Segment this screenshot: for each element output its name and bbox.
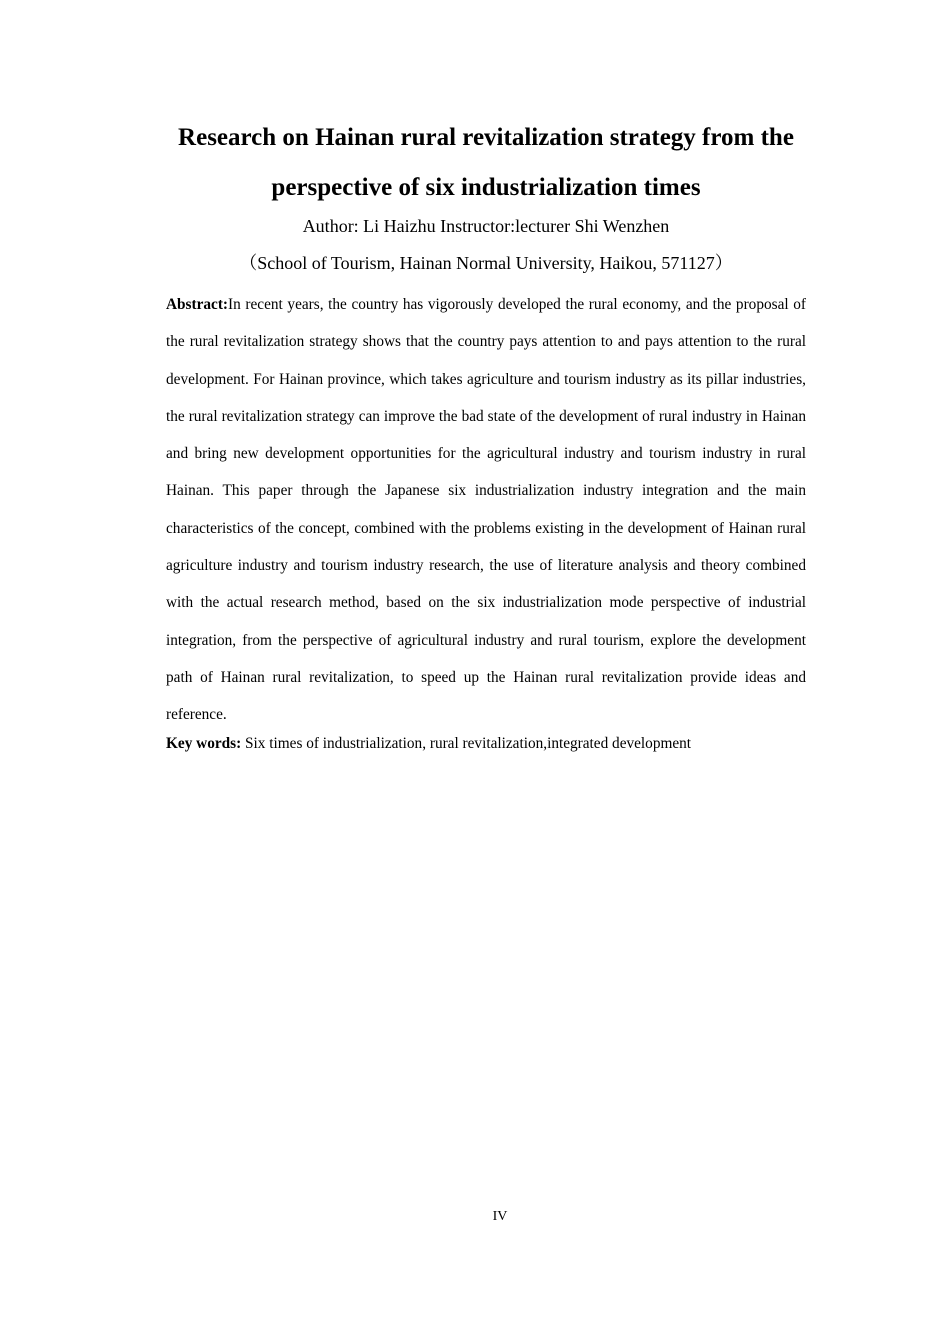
keywords-line	[166, 732, 806, 756]
paper-title-line-2: perspective of six industrialization times	[271, 174, 701, 201]
keywords-text: Six times of industrialization, rural revitalization,integrated development	[241, 735, 692, 752]
abstract-text: In recent years, the country has vigorously developed the rural economy, and the proposal of the rural revitalization strategy shows that the country pays attention to and pays attention to the rural development. For Hainan province, which takes agriculture and tourism industry as its pillar industries, the rural revitalization strategy can improve the bad state of the development of rural industry in Hainan and bring new development opportunities for the agricultural industry and tourism industry in rural Hainan. This paper through the Japanese six industrialization industry integration and the main characteristics of the concept, combined with the problems existing in the development of Hainan rural agriculture industry and tourism industry research, the use of literature analysis and theory combined with the actual research method, based on the six industrialization mode perspective of industrial integration, from the perspective of agricultural industry and rural tourism, explore the development path of Hainan rural revitalization, to speed up the Hainan rural revitalization provide ideas and reference.	[166, 296, 806, 724]
author-line: Author: Li Haizhu Instructor:lecturer Shi Wenzhen	[302, 216, 670, 236]
abstract-paragraph	[166, 286, 806, 734]
paper-title-line-1: Research on Hainan rural revitalization strategy from the	[178, 124, 794, 151]
abstract-label: Abstract:	[166, 296, 229, 313]
affiliation-line: （School of Tourism, Hainan Normal University, Haikou, 571127）	[239, 253, 733, 273]
page-number: IV	[492, 1209, 508, 1224]
keywords-label: Key words:	[166, 735, 242, 752]
